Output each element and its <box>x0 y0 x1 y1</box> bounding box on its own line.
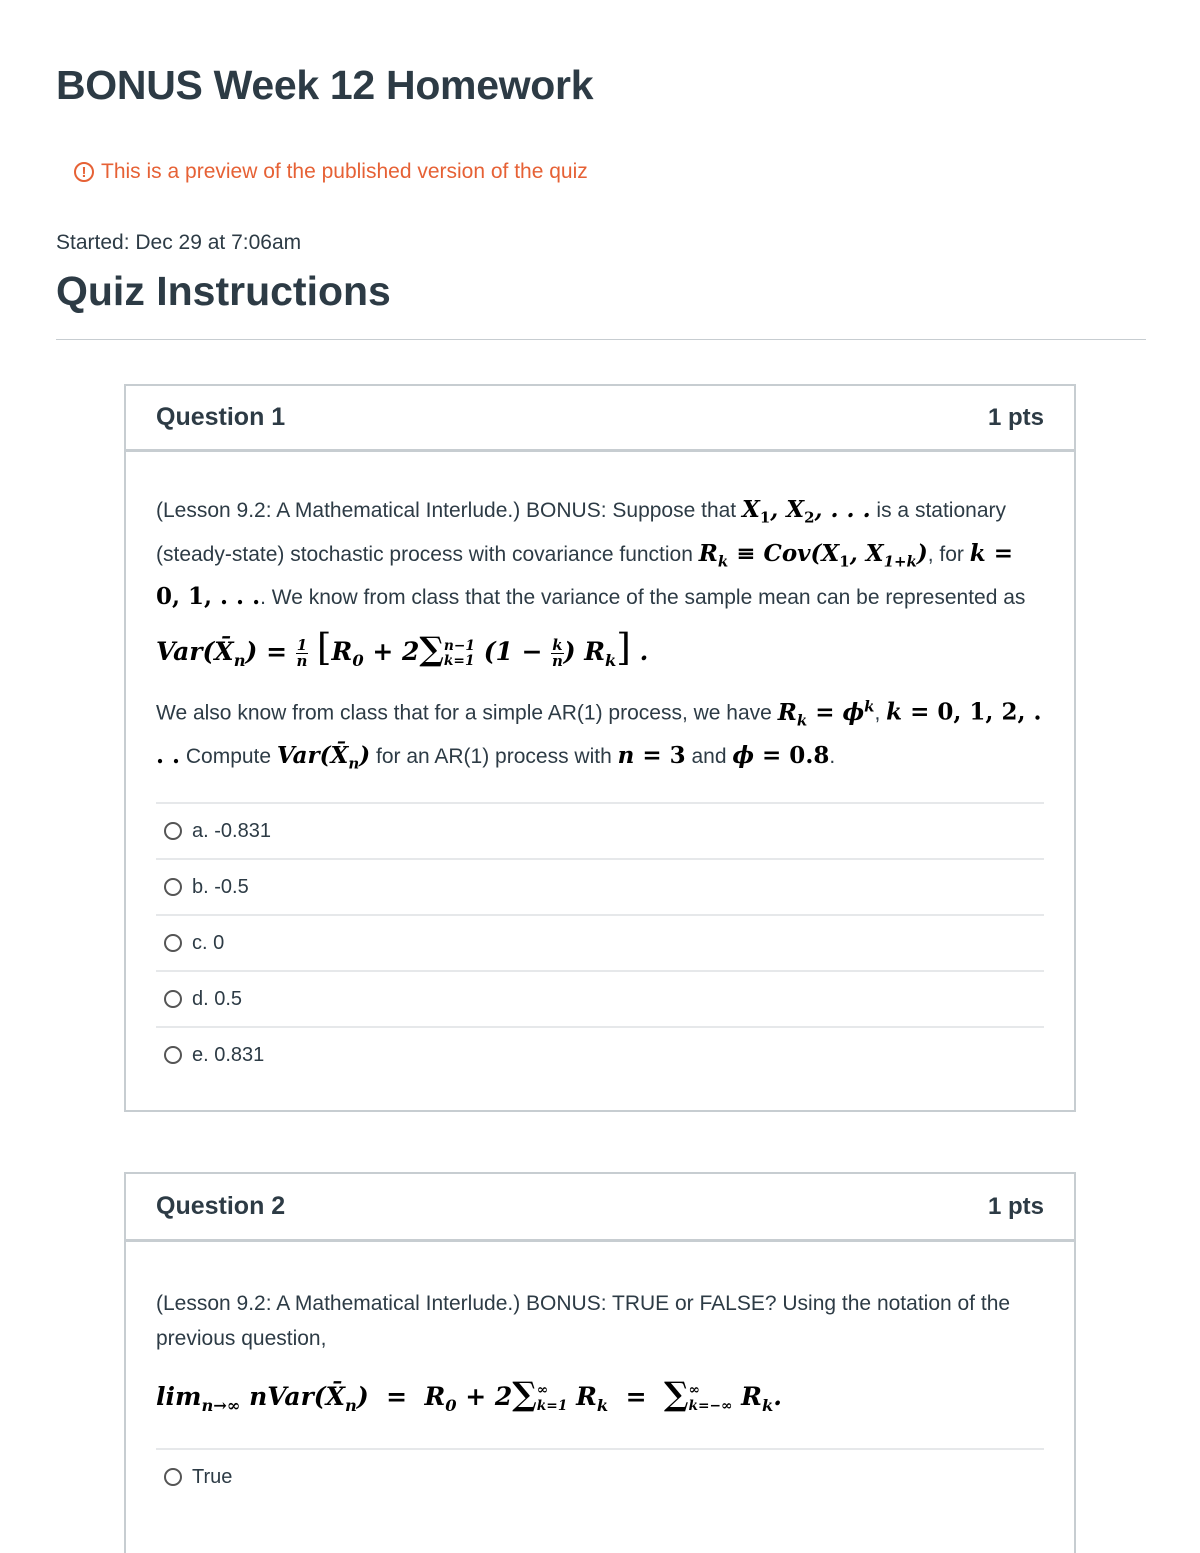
question-text-part: , <box>874 701 887 725</box>
question-name: Question 1 <box>156 403 286 431</box>
question-text-part: Compute <box>180 745 277 769</box>
radio-button[interactable] <box>164 934 182 952</box>
question-text <box>156 492 1044 615</box>
math-limit-formula: $\lim_{n\to\infty}$ $nVar(X̄_n) = R_0 + 2\sum$ ∞ k=1 $R_k$ = ∑ ∞ k=−∞ $R_k$. <box>156 1374 782 1415</box>
radio-button[interactable] <box>164 1468 182 1486</box>
answer-label: True <box>192 1465 233 1488</box>
question-text-part: . <box>829 745 836 769</box>
math-var-xbar: $Var(X̄_n)$ <box>276 742 371 774</box>
question-header <box>126 1174 1074 1242</box>
answer-label: b. -0.5 <box>192 875 249 898</box>
preview-notice <box>74 160 588 184</box>
answer-label: e. 0.831 <box>192 1043 265 1066</box>
math-phi-value: ϕ = 0.8 <box>732 742 830 770</box>
question-points: 1 pts <box>987 403 1044 431</box>
answer-option-a[interactable] <box>156 804 1044 860</box>
answer-option-b[interactable] <box>156 860 1044 916</box>
question-text: (Lesson 9.2: A Mathematical Interlude.) BONUS: TRUE or FALSE? Using the notation of the previous question, <box>156 1292 1011 1350</box>
question-body <box>126 452 1074 1082</box>
answer-option-true[interactable] <box>156 1450 1044 1504</box>
answer-option-c[interactable] <box>156 916 1044 972</box>
question-points: 1 pts <box>987 1192 1044 1220</box>
radio-button[interactable] <box>164 1046 182 1064</box>
radio-button[interactable] <box>164 822 182 840</box>
question-text-part: and <box>685 745 733 769</box>
math-k-range-2: k = 0, 1, 2, . . . <box>156 698 1042 770</box>
math-sequence: $X_1$, $X_2$, . . . <box>741 496 871 527</box>
question-2 <box>124 1172 1076 1553</box>
answer-option-d[interactable] <box>156 972 1044 1028</box>
answer-label: a. -0.831 <box>192 819 271 842</box>
question-text-part: . We know from class that the variance of the sample mean can be represented as <box>260 586 1026 610</box>
math-variance-formula: $Var(X̄_n)$ = $\frac{1}{n}$ [$R_0 + 2\sum$ n−1 k=1 (1 − $\frac{k}{n}$ ) $R_k$] . <box>156 625 649 671</box>
answer-list <box>156 802 1044 1082</box>
radio-button[interactable] <box>164 878 182 896</box>
answer-label: c. 0 <box>192 931 225 954</box>
answer-list <box>156 1448 1044 1504</box>
question-text-part: , for <box>927 542 970 566</box>
quiz-instructions-heading: Quiz Instructions <box>56 268 391 314</box>
question-text-part: (Lesson 9.2: A Mathematical Interlude.) BONUS: Suppose that <box>156 499 742 522</box>
question-text-ar1 <box>156 689 1044 782</box>
preview-notice-text: This is a preview of the published version of the quiz <box>101 160 588 183</box>
question-body <box>126 1242 1074 1504</box>
answer-option-e[interactable] <box>156 1028 1044 1082</box>
divider <box>56 339 1146 340</box>
page-title: BONUS Week 12 Homework <box>56 62 594 108</box>
radio-button[interactable] <box>164 990 182 1008</box>
question-1 <box>124 384 1076 1112</box>
math-n-value: n = 3 <box>617 742 686 770</box>
question-text-part: is a stationary (steady-state) stochastic process with covariance function <box>156 499 1006 566</box>
math-covariance: $R_k \equiv Cov(X_1$, $X_{1+k}$) <box>698 539 928 571</box>
question-text-part: We also know from class that for a simple AR(1) process, we have <box>156 701 778 725</box>
question-name: Question 2 <box>156 1192 286 1220</box>
question-header <box>126 386 1074 452</box>
math-ar1-cov: $R_k = \phi^k$ <box>777 697 875 730</box>
started-timestamp: Started: Dec 29 at 7:06am <box>56 231 302 254</box>
warning-icon: ! <box>74 162 94 182</box>
answer-label: d. 0.5 <box>192 987 243 1010</box>
math-k-range: k = 0, 1, . . . <box>156 539 1013 611</box>
question-text-part: for an AR(1) process with <box>370 745 618 769</box>
